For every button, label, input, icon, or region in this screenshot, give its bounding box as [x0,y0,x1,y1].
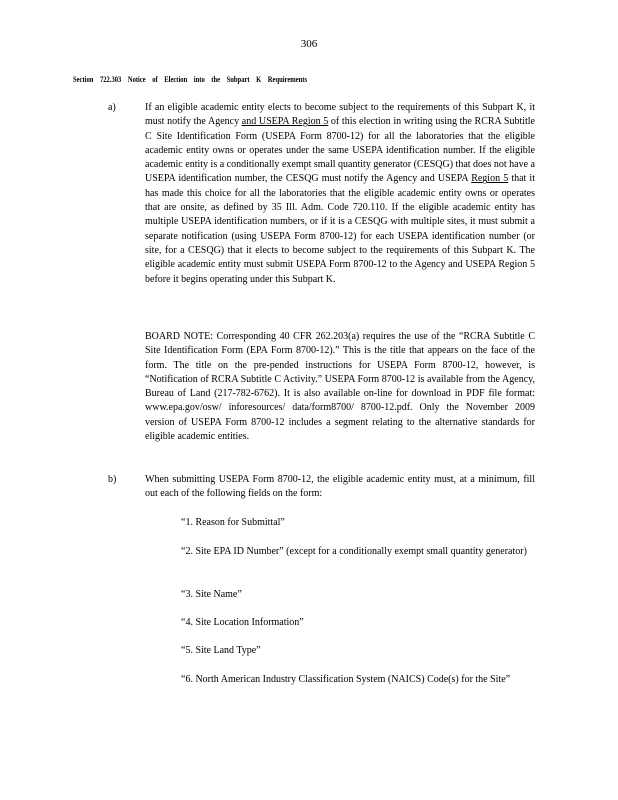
field-item-2: “2. Site EPA ID Number” (except for a conditionally exempt small quantity generator) [181,546,527,557]
field-item-1: “1. Reason for Submittal” [181,517,285,528]
field-item-3: “3. Site Name” [181,589,242,600]
board-note-paragraph: BOARD NOTE: Corresponding 40 CFR 262.203(a) requires the use of the “RCRA Subtitle C Site Identification Form (EPA Form 8700-12).” This is the title that appears on the face of the form. The title on the pre-pended instructions for USEPA Form 8700-12, however, is “Notification of RCRA Subtitle C Activity.” USEPA Form 8700-12 is available from the Agency, Bureau of Land (217-782-6762). It is also available on-line for download in PDF file format: www.epa.gov/osw/ inforesources/ data/form8700/ 8700-12.pdf. Only the November 2009 version of USEPA Form 8700-12 includes a segment relating to the alternative standards for eligible academic entities. [145,331,535,443]
subsection-a-underline-2: Region 5 [471,173,509,185]
subsection-b-marker: b) [108,474,117,485]
subsection-a-text-3: that it has made this choice for all the laboratories that the eligible academic entity owns or operates that are onsite, as defined by 35 Ill. Adm. Code 720.110. If the eligible academic entity has multiple USEPA identification numbers, or if it is a CESQG with multiple sites, it must submit a separate notification (using USEPA Form 8700-12) for each USEPA identification number (or site, for a CESQG) that it elects to become subject to the requirements of this Subpart K. The eligible academic entity must submit USEPA Form 8700-12 to the Agency and USEPA Region 5 before it begins operating under this Subpart K. [145,173,535,285]
subsection-a-text-2: of this election in writing using the RCRA Subtitle C Site Identification Form (USEPA Form 8700-12) for all the laboratories that the eligible academic entity owns or operates under the same USEPA identification number. If the eligible academic entity is a conditionally exempt small quantity generator (CESQG) that does not have a USEPA identification number, the CESQG must notify the Agency and USEPA [145,116,535,185]
field-item-6: “6. North American Industry Classification System (NAICS) Code(s) for the Site” [181,674,511,685]
subsection-a-paragraph [145,101,535,287]
subsection-a-underline-1: and USEPA Region 5 [241,116,329,128]
subsection-a-text-1: If an eligible academic entity elects to become subject to the requirements of this Subpart K, it must notify the Agency [145,102,535,128]
subsection-b-paragraph: When submitting USEPA Form 8700-12, the eligible academic entity must, at a minimum, fill out each of the following fields on the form: [145,474,535,500]
section-heading: Section 722.303 Notice of Election into the Subpart K Requirements [73,75,308,84]
subsection-a-marker: a) [108,102,116,113]
field-item-4: “4. Site Location Information” [181,617,304,628]
page-number: 306 [300,38,318,50]
field-item-5: “5. Site Land Type” [181,645,261,656]
